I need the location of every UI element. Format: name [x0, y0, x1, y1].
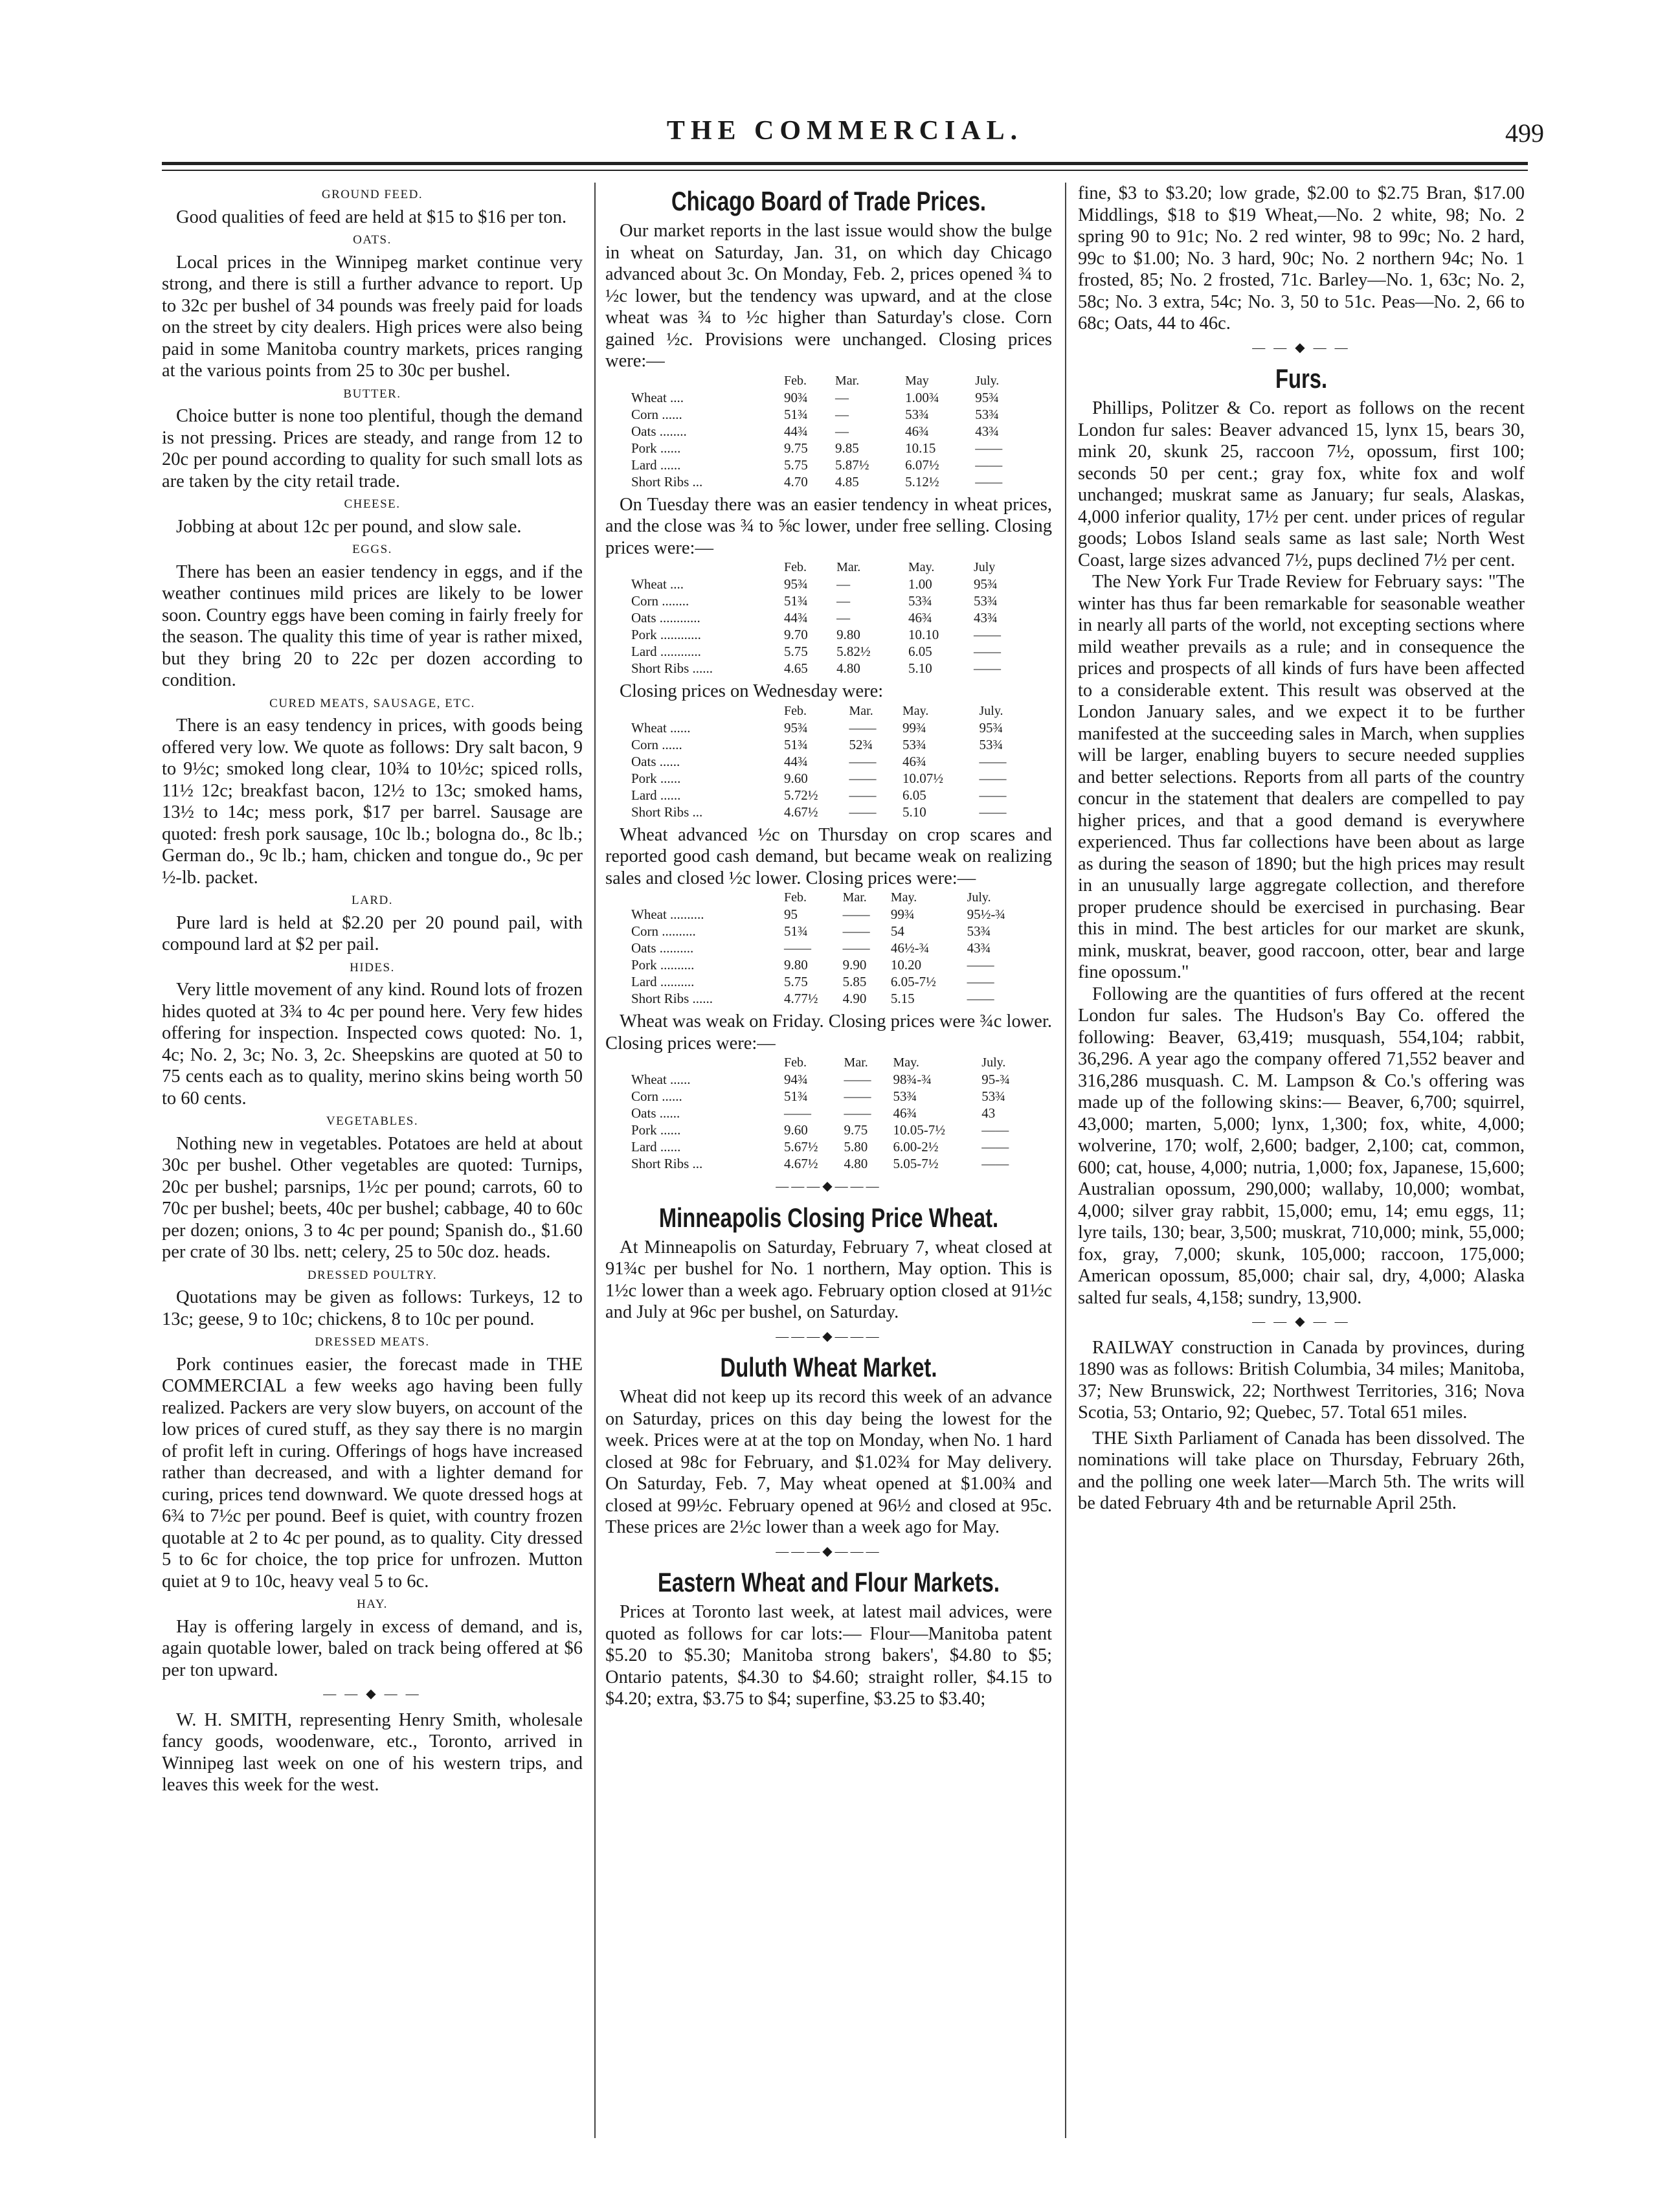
price-cell: ——: [967, 974, 994, 989]
commodity-label: Short Ribs ......: [631, 991, 713, 1006]
price-cell: 95¾: [784, 719, 808, 736]
table-row: [631, 389, 1033, 406]
commodity-label: Pork ......: [631, 440, 681, 456]
table-row: [631, 1071, 1033, 1088]
table-row: [631, 770, 1033, 787]
price-cell: 51¾: [784, 736, 808, 752]
commodity-label: Oats ........: [631, 423, 687, 439]
parliament-note: THE Sixth Parliament of Canada has been dissolved. The nominations will take place on Thursday, February 26th, and the polling one week later—March 5th. The writs will be dated February 4th and be returnable April 25th.: [1078, 1428, 1525, 1513]
price-table: [631, 372, 1033, 490]
price-cell: 52¾: [849, 736, 873, 752]
price-cell: ——: [979, 770, 1007, 786]
price-cell: 46¾: [908, 610, 932, 625]
commodity-label: Corn ......: [631, 1088, 682, 1104]
price-cell: ——: [973, 660, 1001, 676]
table-row: [631, 973, 1033, 990]
price-cell: 53¾: [905, 406, 929, 422]
price-cell: 98¾-¾: [893, 1072, 932, 1087]
column-header: Feb.: [784, 560, 807, 574]
ornament-divider: ———◆———: [776, 1544, 882, 1559]
section-paragraph: Nothing new in vegetables. Potatoes are held at about 30c per bushel. Other vegetables are quoted: Turnips, 20c per bushel; parsnips, 1½c per pound; carrots, 60 to 70c per bushel; beets, 40c per bushel; cabbage, 40 to 60c per dozen; onions, 3 to 4c per pound; Spanish do., $1.60 per crate of 30 lbs. nett; celery, 25 to 50c doz. heads.: [162, 1133, 583, 1262]
price-cell: ——: [849, 787, 877, 803]
price-cell: ——: [844, 1072, 871, 1087]
column-grain-markets: [605, 183, 1052, 1710]
price-cell: 51¾: [784, 923, 808, 939]
price-cell: 4.85: [835, 473, 859, 490]
column-header: Feb.: [784, 1055, 807, 1070]
price-cell: 9.85: [835, 440, 859, 456]
column-header: May.: [908, 560, 935, 574]
section-heading: DRESSED POULTRY.: [307, 1268, 438, 1282]
commodity-label: Short Ribs ...: [631, 804, 703, 820]
price-cell: 90¾: [784, 389, 808, 405]
price-cell: 95¾: [973, 576, 998, 592]
column-header: Mar.: [842, 890, 867, 905]
price-cell: 6.05: [902, 787, 926, 803]
table-row: [631, 1105, 1033, 1121]
price-cell: 5.05-7½: [893, 1156, 939, 1171]
price-cell: 5.85: [842, 974, 867, 989]
price-cell: 54: [890, 923, 904, 939]
price-cell: 4.67½: [784, 1156, 818, 1171]
table-row: [631, 753, 1033, 770]
price-table-header: [631, 1054, 1033, 1071]
price-table: [631, 703, 1033, 820]
section-heading: DRESSED MEATS.: [315, 1335, 430, 1349]
price-cell: ——: [842, 923, 870, 939]
price-cell: —: [835, 423, 849, 439]
price-cell: ——: [975, 440, 1003, 456]
column-header: [631, 559, 784, 576]
price-cell: 6.07½: [905, 456, 939, 473]
column-furs-and-notes: [1078, 183, 1525, 1515]
price-cell: 53¾: [979, 736, 1003, 752]
section-paragraph: There is an easy tendency in prices, with goods being offered very low. We quote as follows: Dry salt bacon, 9 to 9½c; smoked long clear, 10¾ to 10½c; spiced rolls, 11½ 12c; breakfast bacon, 12½ to 13c; smoked hams, 13½ to 14c; mess pork, $17 per barrel. Sausage are quoted: fresh pork sausage, 10c lb.; bologna do., 8c lb.; German do., 9c lb.; ham, chicken and tongue do., 9c per ½-lb. packet.: [162, 716, 583, 888]
railway-note: RAILWAY construction in Canada by provinces, during 1890 was as follows: British Columbia, 34 miles; Manitoba, 37; New Brunswick, 22; Northwest Territories, 316; Nova Scotia, 53; Ontario, 92; Quebec, 57. Total 651 miles.: [1078, 1337, 1525, 1423]
price-table: [631, 1054, 1033, 1172]
price-cell: —: [835, 389, 849, 405]
price-cell: —: [836, 576, 851, 592]
price-cell: 5.67½: [784, 1139, 818, 1155]
price-cell: 5.80: [844, 1139, 868, 1155]
commodity-label: Short Ribs ...: [631, 1156, 703, 1171]
chicago-intro: Our market reports in the last issue would show the bulge in wheat on Saturday, Jan. 31, on which day Chicago advanced about 3c. On Monday, Feb. 2, prices opened ¾ to ½c lower, but the tendency was upward, and at the close wheat was ¾ to ½c higher than Saturday's close. Corn gained ½c. Provisions were unchanged. Closing prices were:—: [605, 221, 1052, 371]
table-row: [631, 1121, 1033, 1138]
column-header: Feb.: [784, 373, 807, 388]
table-row: [631, 1138, 1033, 1155]
price-cell: 53¾: [981, 1088, 1006, 1104]
price-cell: 9.75: [784, 440, 808, 456]
price-table-header: [631, 559, 1033, 576]
price-cell: 95-¾: [981, 1072, 1011, 1087]
furs-paragraph: The New York Fur Trade Review for February says: "The winter has thus far been remarkable for seasonable weather in nearly all parts of the world, not excepting sections where mild weather prevails as a rule; and in consequence the prices and prospects of all kinds of furs have been affected to a considerable extent. This result was observed at the London January sales, and we expect it to be further manifested at the succeeding sales in March, when supplies will be larger, enabling buyers to secure needed supplies and better selections. Reports from all parts of the country concur in the statement that dealers are compelled to pay higher prices, and that a good demand is everywhere experienced. Thus far collections have been about as large as during the season of 1890; but the high prices may result in an unusually large aggregate collection, and therefore proper prudence should be exercised in purchasing. Bear this in mind. The best articles for our market are skunk, mink, muskrat, beaver, good raccoon, otter, bear and large fine opossum.": [1078, 572, 1525, 982]
column-header: July.: [979, 703, 1003, 718]
section-paragraph: Jobbing at about 12c per pound, and slow sale.: [176, 516, 522, 537]
price-cell: 46¾: [893, 1105, 917, 1121]
column-header: July.: [981, 1055, 1006, 1070]
price-cell: ——: [979, 787, 1007, 803]
section-heading: HAY.: [357, 1597, 388, 1611]
price-cell: ——: [849, 804, 877, 820]
section-heading: LARD.: [352, 894, 393, 907]
table-row: [631, 406, 1033, 423]
column-header: [631, 1054, 784, 1071]
ornament-divider: — — ◆ — —: [323, 1687, 421, 1701]
price-cell: 4.77½: [784, 991, 818, 1006]
table-row: [631, 592, 1033, 609]
price-table-header: [631, 372, 1033, 389]
table-row: [631, 940, 1033, 956]
price-cell: 53¾: [975, 406, 1000, 422]
commodity-label: Oats ......: [631, 1105, 680, 1121]
commodity-label: Pork ............: [631, 627, 701, 642]
table-row: [631, 719, 1033, 736]
commodity-label: Lard ......: [631, 1139, 681, 1155]
masthead-title: THE COMMERCIAL.: [666, 116, 1024, 146]
price-cell: 10.10: [908, 627, 939, 642]
price-cell: ——: [967, 991, 994, 1006]
price-cell: 51¾: [784, 593, 808, 609]
column-header: July: [973, 560, 996, 574]
table-row: [631, 1088, 1033, 1105]
table-row: [631, 923, 1033, 940]
column-header: Mar.: [844, 1055, 868, 1070]
price-cell: 46½-¾: [890, 940, 930, 956]
commodity-label: Pork ......: [631, 770, 681, 786]
price-cell: 5.12½: [905, 473, 939, 490]
section-heading: OATS.: [353, 233, 392, 247]
table-row: [631, 804, 1033, 820]
commodity-label: Wheat ....: [631, 576, 684, 592]
section-paragraph: Hay is offering largely in excess of demand, and is, again quotable lower, baled on track being offered at $6 per ton upward.: [162, 1616, 583, 1680]
price-cell: ——: [981, 1139, 1009, 1155]
price-cell: 5.75: [784, 644, 808, 659]
price-cell: 99¾: [902, 719, 926, 736]
section-paragraph: Quotations may be given as follows: Turkeys, 12 to 13c; geese, 9 to 10c; chickens, 8 to 10c per pound.: [162, 1287, 583, 1329]
price-cell: —: [835, 406, 849, 422]
commodity-label: Wheat ......: [631, 1072, 691, 1087]
price-cell: 95: [784, 907, 798, 922]
column-header: Mar.: [849, 703, 873, 718]
price-cell: 9.80: [836, 627, 860, 642]
column-header: Feb.: [784, 890, 807, 905]
eastern-heading: Eastern Wheat and Flour Markets.: [658, 1567, 1000, 1597]
price-cell: 1.00: [908, 576, 932, 592]
price-cell: 44¾: [784, 753, 808, 769]
column-header: [631, 372, 784, 389]
price-cell: ——: [979, 753, 1007, 769]
table-row: [631, 626, 1033, 643]
table-row: [631, 787, 1033, 804]
price-cell: ——: [981, 1156, 1009, 1171]
column-divider: [594, 183, 596, 2138]
column-market-reports: [162, 183, 583, 1796]
continued-prices: fine, $3 to $3.20; low grade, $2.00 to $2.75 Bran, $17.00 Middlings, $18 to $19 Wheat,—No. 2 white, 98; No. 2 spring 90 to 91c; No. 2 red winter, 98 to 99c; No. 2 hard, 99c to $1.00; No. 3 hard, 90c; No. 2 northern 94c; No. 1 frosted, 85; No. 2 frosted, 71c. Barley—No. 1, 63c; No. 2, 58c; No. 3 extra, 54c; No. 3, 50 to 51c. Peas—No. 2, 66 to 68c; Oats, 44 to 46c.: [1078, 183, 1525, 333]
header-rule: [162, 162, 1528, 165]
section-heading: VEGETABLES.: [326, 1114, 419, 1128]
ornament-divider: ———◆———: [776, 1329, 882, 1344]
price-cell: 4.80: [844, 1156, 868, 1171]
price-cell: 94¾: [784, 1072, 808, 1087]
price-cell: ——: [973, 644, 1001, 659]
furs-paragraph: Phillips, Politzer & Co. report as follows on the recent London fur sales: Beaver advanced 15, lynx 15, bears 30, mink 20, skunk 25, raccoon 7½, opossum, first 100; seconds 50 per cent.; gray fox, white fox and wolf unchanged; muskrat same as January; fur seals, Alaskas, 4,000 inferior quality, 17½ per cent. under prices of regular goods; Lobos Island seals same as last sale; North West Coast, large sizes advanced 7½, pups declined 7½ per cent.: [1078, 398, 1525, 570]
price-cell: 4.80: [836, 660, 860, 676]
commodity-label: Lard ......: [631, 456, 681, 473]
price-cell: 5.87½: [835, 456, 869, 473]
price-cell: 43¾: [967, 940, 991, 956]
price-cell: 5.15: [890, 991, 915, 1006]
price-cell: —: [836, 610, 851, 625]
price-cell: 9.80: [784, 957, 808, 973]
price-cell: 46¾: [902, 753, 926, 769]
commodity-label: Lard ..........: [631, 974, 695, 989]
price-cell: 5.72½: [784, 787, 818, 803]
minneapolis-heading: Minneapolis Closing Price Wheat.: [658, 1202, 999, 1233]
price-cell: ——: [975, 456, 1003, 473]
furs-paragraph: Following are the quantities of furs offered at the recent London fur sales. The Hudson's Bay Co. offered the following: Beaver, 63,419; musquash, 554,104; rabbit, 36,296. A year ago the company offered 71,552 beaver and 316,286 musquash. C. M. Lampson & Co.'s offering was made up of the following skins:— Beaver, 6,700; squirrel, 43,000; marten, 5,000; lynx, 1,300; fox, white, 4,000; wolverine, 170; wolf, 2,600; badger, 2,100; cat, common, 600; cat, house, 4,000; nutria, 1,000; fox, Japanese, 15,600; Australian opossum, 290,000; wallaby, 10,000; wombat, 4,000; silver gray rabbit, 15,000; emu, 14; emu eggs, 11; lyre tails, 130; bear, 3,500; muskrat, 710,000; mink, 55,000; fox, gray, 7,000; skunk, 105,000; raccoon, 175,000; American opossum, 85,000; chair sal, dry, 4,000; Alaska salted fur seals, 4,158; sundry, 13,900.: [1078, 984, 1525, 1308]
column-header: May.: [902, 703, 929, 718]
column-header: [631, 703, 784, 719]
table-lead-text: On Tuesday there was an easier tendency in wheat prices, and the close was ¾ to ⅝c lower, under free selling. Closing prices were:—: [605, 494, 1052, 558]
price-cell: 51¾: [784, 406, 808, 422]
price-cell: 44¾: [784, 610, 808, 625]
table-row: [631, 906, 1033, 923]
table-lead-text: Closing prices on Wednesday were:: [620, 681, 884, 701]
price-cell: ——: [849, 770, 877, 786]
price-cell: 6.05: [908, 644, 932, 659]
price-cell: 95¾: [784, 576, 808, 592]
chicago-price-tables: [605, 372, 1052, 1173]
price-cell: ——: [844, 1088, 871, 1104]
column-header: Feb.: [784, 703, 807, 718]
section-heading: CURED MEATS, SAUSAGE, ETC.: [269, 696, 475, 710]
price-cell: 95¾: [979, 719, 1003, 736]
price-cell: ——: [975, 473, 1003, 490]
price-cell: 6.00-2½: [893, 1139, 939, 1155]
commodity-label: Corn ..........: [631, 923, 696, 939]
price-cell: ——: [979, 804, 1007, 820]
section-paragraph: Good qualities of feed are held at $15 to $16 per ton.: [176, 207, 567, 227]
price-cell: 5.10: [902, 804, 926, 820]
price-cell: 5.82½: [836, 644, 871, 659]
price-cell: 4.67½: [784, 804, 818, 820]
price-cell: 53¾: [973, 593, 998, 609]
price-cell: 53¾: [908, 593, 932, 609]
commodity-label: Pork ......: [631, 1122, 681, 1138]
eastern-text: Prices at Toronto last week, at latest mail advices, were quoted as follows for car lots:— Flour—Manitoba patent $5.20 to $5.30; Manitoba strong bakers', $4.80 to $5; Ontario patents, $4.30 to $4.60; straight roller, $4.15 to $4.20; extra, $3.75 to $4; superfine, $3.25 to $3.40;: [605, 1602, 1052, 1709]
price-table: [631, 889, 1033, 1007]
column-header: July.: [967, 890, 991, 905]
price-cell: 53¾: [893, 1088, 917, 1104]
price-cell: 5.75: [784, 974, 808, 989]
section-paragraph: There has been an easier tendency in eggs, and if the weather continues mild prices are likely to be lower soon. Country eggs have been coming in fairly freely for the season. The quality this time of year is rather mixed, but they bring 20 to 22c per dozen according to condition.: [162, 561, 583, 690]
table-row: [631, 423, 1033, 440]
commodity-label: Wheat ......: [631, 719, 691, 736]
commodity-label: Lard ............: [631, 644, 701, 659]
table-row: [631, 1155, 1033, 1172]
commodity-label: Oats ............: [631, 610, 700, 625]
column-header: Mar.: [836, 560, 861, 574]
commodity-label: Short Ribs ...: [631, 473, 703, 490]
price-cell: 9.60: [784, 770, 808, 786]
table-row: [631, 643, 1033, 660]
section-paragraph: Pure lard is held at $2.20 per 20 pound pail, with compound lard at $2 per pail.: [162, 912, 583, 954]
price-cell: 43¾: [973, 610, 998, 625]
price-cell: 51¾: [784, 1088, 808, 1104]
price-cell: 5.75: [784, 456, 808, 473]
price-cell: ——: [842, 940, 870, 956]
price-cell: ——: [849, 753, 877, 769]
commodity-label: Lard ......: [631, 787, 681, 803]
table-row: [631, 660, 1033, 677]
price-cell: 44¾: [784, 423, 808, 439]
table-row: [631, 609, 1033, 626]
price-table-header: [631, 889, 1033, 906]
price-cell: 95½-¾: [967, 907, 1006, 922]
commodity-label: Wheat ....: [631, 389, 684, 405]
price-cell: 46¾: [905, 423, 929, 439]
column-header: Mar.: [835, 373, 860, 388]
price-cell: 99¾: [890, 907, 915, 922]
chicago-heading: Chicago Board of Trade Prices.: [671, 186, 987, 216]
column-divider: [1065, 183, 1066, 2138]
column-header: May: [905, 373, 929, 388]
section-heading: HIDES.: [350, 960, 395, 975]
price-cell: 53¾: [967, 923, 991, 939]
price-cell: ——: [981, 1122, 1009, 1138]
price-cell: 10.07½: [902, 770, 943, 786]
section-paragraph: Choice butter is none too plentiful, though the demand is not pressing. Prices are steady, and range from 12 to 20c per pound according to quality for such small lots as are taken by the city retail trade.: [162, 406, 583, 491]
table-row: [631, 473, 1033, 490]
column-header: May.: [890, 890, 917, 905]
smith-note: W. H. SMITH, representing Henry Smith, wholesale fancy goods, woodenware, etc., Toronto, arrived in Winnipeg last week on one of his western trips, and leaves this week for the west.: [162, 1709, 583, 1795]
market-sections: [162, 184, 583, 1681]
price-cell: 53¾: [902, 736, 926, 752]
price-cell: ——: [784, 1105, 811, 1121]
duluth-text: Wheat did not keep up its record this week of an advance on Saturday, prices on this day being the lowest for the week. Prices were at at the top on Monday, when No. 1 hard closed at 98c for February, and $1.02¾ for May delivery. On Saturday, Feb. 7, May wheat opened at $1.00¾ and closed at 99½c. February opened at 96½ and closed at 95c. These prices are 2½c lower than a week ago for May.: [605, 1387, 1052, 1537]
price-cell: 10.15: [905, 440, 936, 456]
ornament-divider: — — ◆ — —: [1252, 1314, 1350, 1329]
table-row: [631, 956, 1033, 973]
header-rule-thin: [162, 170, 1528, 171]
price-cell: ——: [844, 1105, 871, 1121]
price-cell: 9.75: [844, 1122, 868, 1138]
price-cell: —: [836, 593, 851, 609]
price-cell: 10.05-7½: [893, 1122, 945, 1138]
price-cell: 4.90: [842, 991, 867, 1006]
price-cell: 4.65: [784, 660, 808, 676]
table-row: [631, 440, 1033, 456]
commodity-label: Corn ........: [631, 593, 689, 609]
section-heading: BUTTER.: [343, 387, 401, 401]
commodity-label: Oats ......: [631, 753, 680, 769]
table-lead-text: Wheat was weak on Friday. Closing prices were ¾c lower. Closing prices were:—: [605, 1011, 1052, 1054]
price-cell: 4.70: [784, 473, 808, 490]
section-paragraph: Pork continues easier, the forecast made in THE COMMERCIAL a few weeks ago having been fully realized. Packers are very slow buyers, on account of the low prices of cured stuff, as they say there is no margin of profit left in curing. Offerings of hogs have increased rather than decreased, and with a lighter demand for curing, prices tend downward. We quote dressed hogs at 6¾ to 7½c per pound. Beef is quiet, with country frozen quotable at 2 to 4c per pound, as to quality. City dressed 5 to 6c for choice, the top price for unfrozen. Mutton quiet at 9 to 10c, heavy veal 5 to 6c.: [162, 1354, 583, 1592]
furs-heading: Furs.: [1275, 363, 1328, 394]
price-table-header: [631, 703, 1033, 719]
ornament-divider: — — ◆ — —: [1252, 340, 1350, 355]
table-row: [631, 456, 1033, 473]
price-cell: ——: [967, 957, 994, 973]
table-lead-text: Wheat advanced ½c on Thursday on crop scares and reported good cash demand, but became weak on realizing sales and closed ½c lower. Closing prices were:—: [605, 824, 1052, 888]
commodity-label: Corn ......: [631, 736, 682, 752]
price-cell: 9.60: [784, 1122, 808, 1138]
column-header: [631, 889, 784, 906]
price-cell: ——: [784, 940, 811, 956]
commodity-label: Short Ribs ......: [631, 660, 713, 676]
column-header: May.: [893, 1055, 919, 1070]
price-cell: 6.05-7½: [890, 974, 936, 989]
column-header: July.: [975, 373, 1000, 388]
price-cell: 9.70: [784, 627, 808, 642]
price-cell: 43: [981, 1105, 996, 1121]
price-cell: ——: [842, 907, 870, 922]
section-heading: GROUND FEED.: [321, 188, 423, 201]
section-paragraph: Local prices in the Winnipeg market continue very strong, and there is still a further advance to report. Up to 32c per bushel of 34 pounds was freely paid for loads on the street by city dealers. High prices were also being paid in some Manitoba country markets, prices ranging at the various points from 25 to 30c per bushel.: [162, 252, 583, 381]
section-paragraph: Very little movement of any kind. Round lots of frozen hides quoted at 3¾ to 4c per pound here. Very few hides offering for inspection. Inspected cows quoted: No. 1, 4c; No. 2, 3c; No. 3, 2c. Sheepskins are quoted at 50 to 75 cents each as to quality, merino skins being worth 50 to 60 cents.: [162, 980, 583, 1109]
price-cell: 95¾: [975, 389, 1000, 405]
section-heading: CHEESE.: [344, 497, 401, 511]
commodity-label: Pork ..........: [631, 957, 695, 973]
price-cell: 10.20: [890, 957, 922, 973]
commodity-label: Wheat ..........: [631, 907, 704, 922]
price-cell: ——: [973, 627, 1001, 642]
table-row: [631, 736, 1033, 753]
price-cell: ——: [849, 719, 877, 736]
table-row: [631, 990, 1033, 1007]
minneapolis-text: At Minneapolis on Saturday, February 7, wheat closed at 91¾c per bushel for No. 1 northern, May option. This is 1½c lower than a week ago. February option closed at 91½c and July at 96c per bushel, on Saturday.: [605, 1237, 1052, 1322]
commodity-label: Corn ......: [631, 406, 682, 422]
section-heading: EGGS.: [352, 543, 392, 556]
price-table: [631, 559, 1033, 677]
page-number: 499: [1505, 118, 1544, 148]
price-cell: 1.00¾: [905, 389, 939, 405]
price-cell: 9.90: [842, 957, 867, 973]
duluth-heading: Duluth Wheat Market.: [720, 1352, 937, 1382]
commodity-label: Oats ..........: [631, 940, 694, 956]
ornament-divider: ———◆———: [776, 1179, 882, 1193]
price-cell: 5.10: [908, 660, 932, 676]
price-cell: 43¾: [975, 423, 1000, 439]
table-row: [631, 576, 1033, 592]
